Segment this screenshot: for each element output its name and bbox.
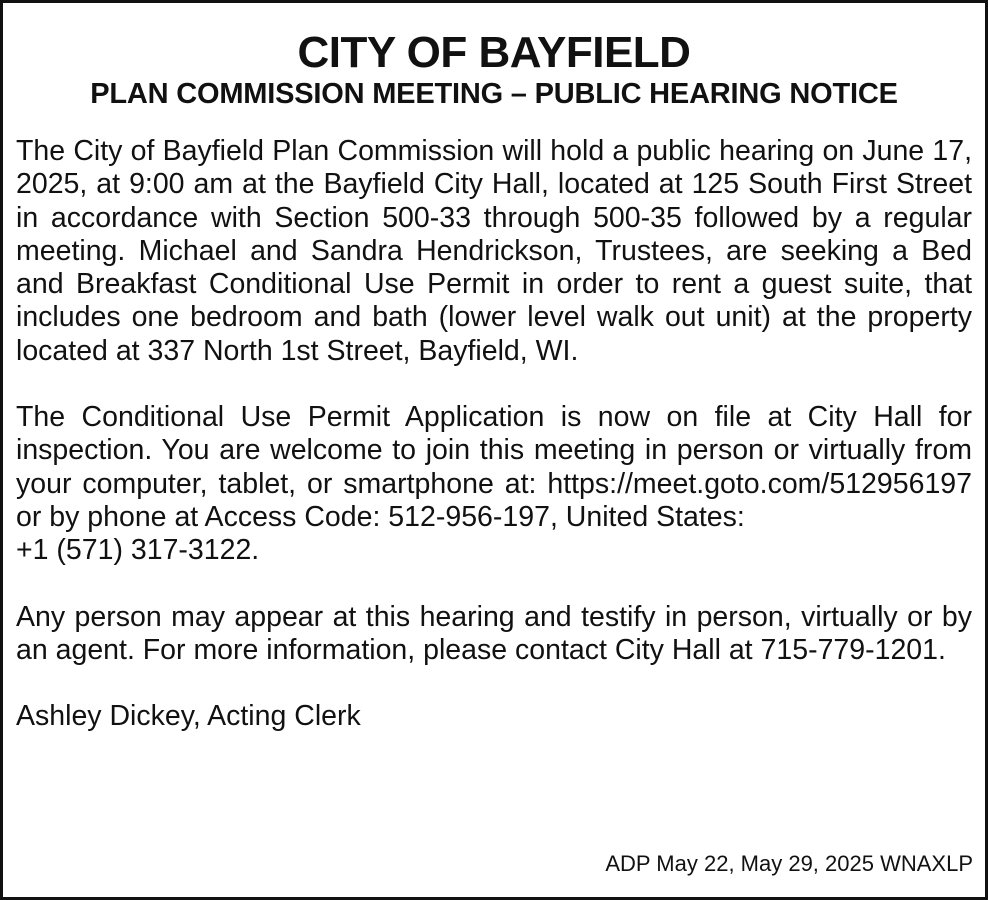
clerk-signature: Ashley Dickey, Acting Clerk xyxy=(16,700,361,733)
meeting-access-paragraph xyxy=(16,401,972,567)
meeting-access-text: The Conditional Use Permit Application is now on file at City Hall for inspection. You are welcome to join this meeting in person or virtually from your computer, tablet, or smartphone at: https://meet.goto.com/512956197 or by phone at Access Code: 512-956-197, United States: xyxy=(16,401,972,533)
testimony-paragraph: Any person may appear at this hearing and testify in person, virtually or by an agent. For more information, please contact City Hall at 715-779-1201. xyxy=(16,600,972,666)
notice-subtitle: PLAN COMMISSION MEETING – PUBLIC HEARING NOTICE xyxy=(90,78,898,110)
hearing-paragraph: The City of Bayfield Plan Commission will hold a public hearing on June 17, 2025, at 9:00 am at the Bayfield City Hall, located at 125 South First Street in accordance with Section 500-33 through 500-35 followed by a regular meeting. Michael and Sandra Hendrickson, Trustees, are seeking a Bed and Breakfast Conditional Use Permit in order to rent a guest suite, that includes one bedroom and bath (lower level walk out unit) at the property located at 337 North 1st Street, Bayfield, WI. xyxy=(16,135,972,367)
publication-line: ADP May 22, May 29, 2025 WNAXLP xyxy=(605,851,973,876)
notice-title: CITY OF BAYFIELD xyxy=(297,28,691,77)
phone-number: +1 (571) 317-3122. xyxy=(16,534,260,567)
